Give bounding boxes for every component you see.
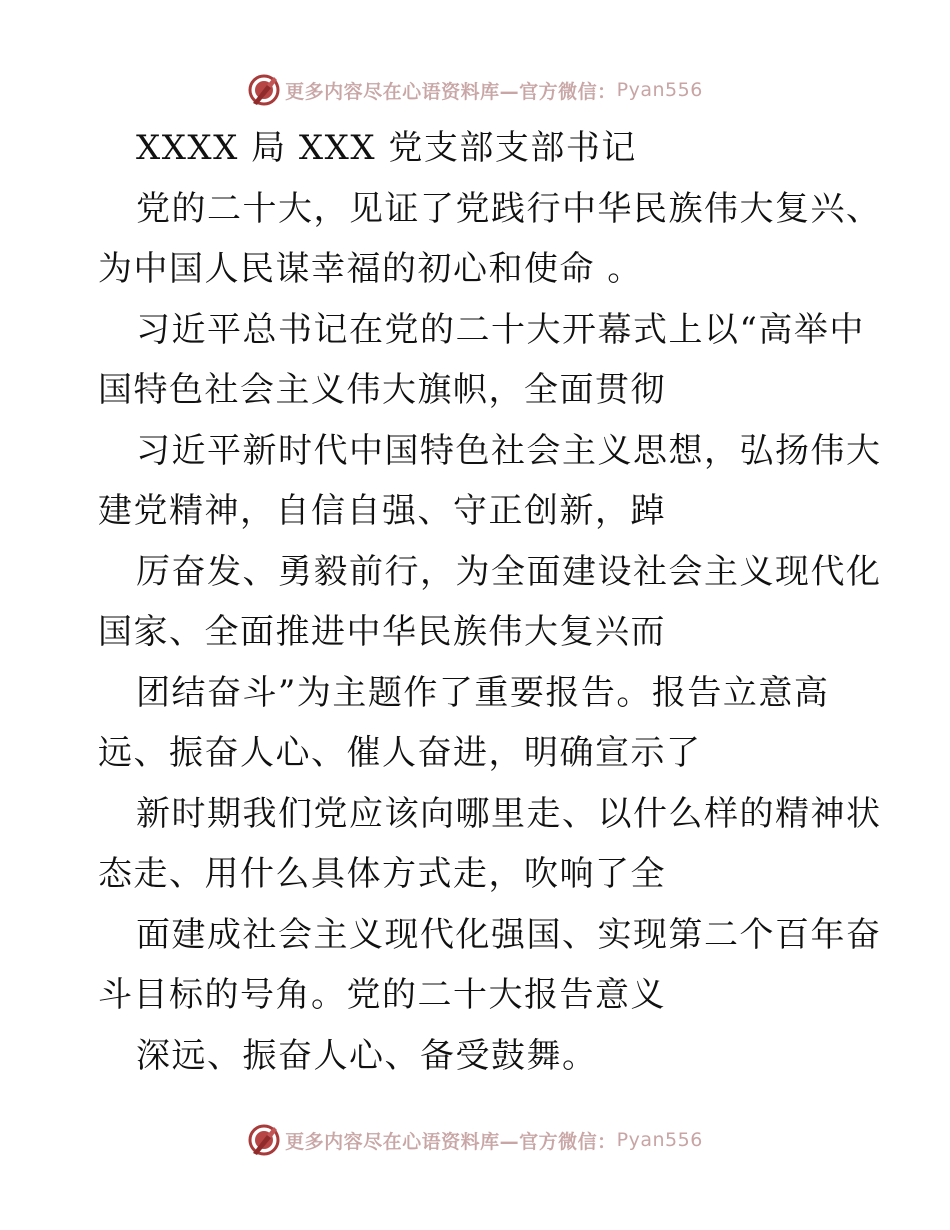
paragraph-line: 远、振奋人心、催人奋进，明确宣示了 xyxy=(98,733,702,773)
paragraph-line: 国特色社会主义伟大旗帜，全面贯彻 xyxy=(98,370,666,410)
paragraph-line: 斗目标的号角。党的二十大报告意义 xyxy=(98,975,666,1015)
paragraph-line: 面建成社会主义现代化强国、实现第二个百年奋 xyxy=(136,914,882,955)
paragraph-line: 习近平总书记在党的二十大开幕式上以“高举中 xyxy=(136,309,865,350)
paragraph-line: 党的二十大，见证了党践行中华民族伟大复兴、 xyxy=(136,188,882,229)
paragraph-line: 深远、振奋人心、备受鼓舞。 xyxy=(136,1035,598,1076)
paragraph-line: 习近平新时代中国特色社会主义思想，弘扬伟大 xyxy=(136,430,882,471)
document-body xyxy=(98,118,882,1086)
footer-watermark xyxy=(0,1120,950,1160)
pen-logo-icon xyxy=(247,1123,281,1157)
paragraph-line: 团结奋斗”为主题作了重要报告。报告立意高 xyxy=(136,672,830,713)
pen-logo-icon xyxy=(247,73,281,107)
watermark-text: 更多内容尽在心语资料库—官方微信： xyxy=(285,80,617,103)
watermark-text: 更多内容尽在心语资料库—官方微信： xyxy=(285,1130,617,1153)
paragraph-line: 为中国人民谋幸福的初心和使命 。 xyxy=(98,249,643,289)
paragraph-line: 国家、全面推进中华民族伟大复兴而 xyxy=(98,612,666,652)
paragraph-line: 建党精神，自信自强、守正创新，踔 xyxy=(98,491,666,531)
paragraph-line: 态走、用什么具体方式走，吹响了全 xyxy=(98,854,666,894)
watermark-account: Pyan556 xyxy=(616,1129,703,1151)
header-watermark xyxy=(0,70,950,110)
watermark-account: Pyan556 xyxy=(616,79,703,101)
paragraph-line: 新时期我们党应该向哪里走、以什么样的精神状 xyxy=(136,793,882,834)
paragraph-line: 厉奋发、勇毅前行，为全面建设社会主义现代化 xyxy=(136,551,882,592)
author-line: XXXX 局 XXX 党支部支部书记 xyxy=(136,128,637,168)
